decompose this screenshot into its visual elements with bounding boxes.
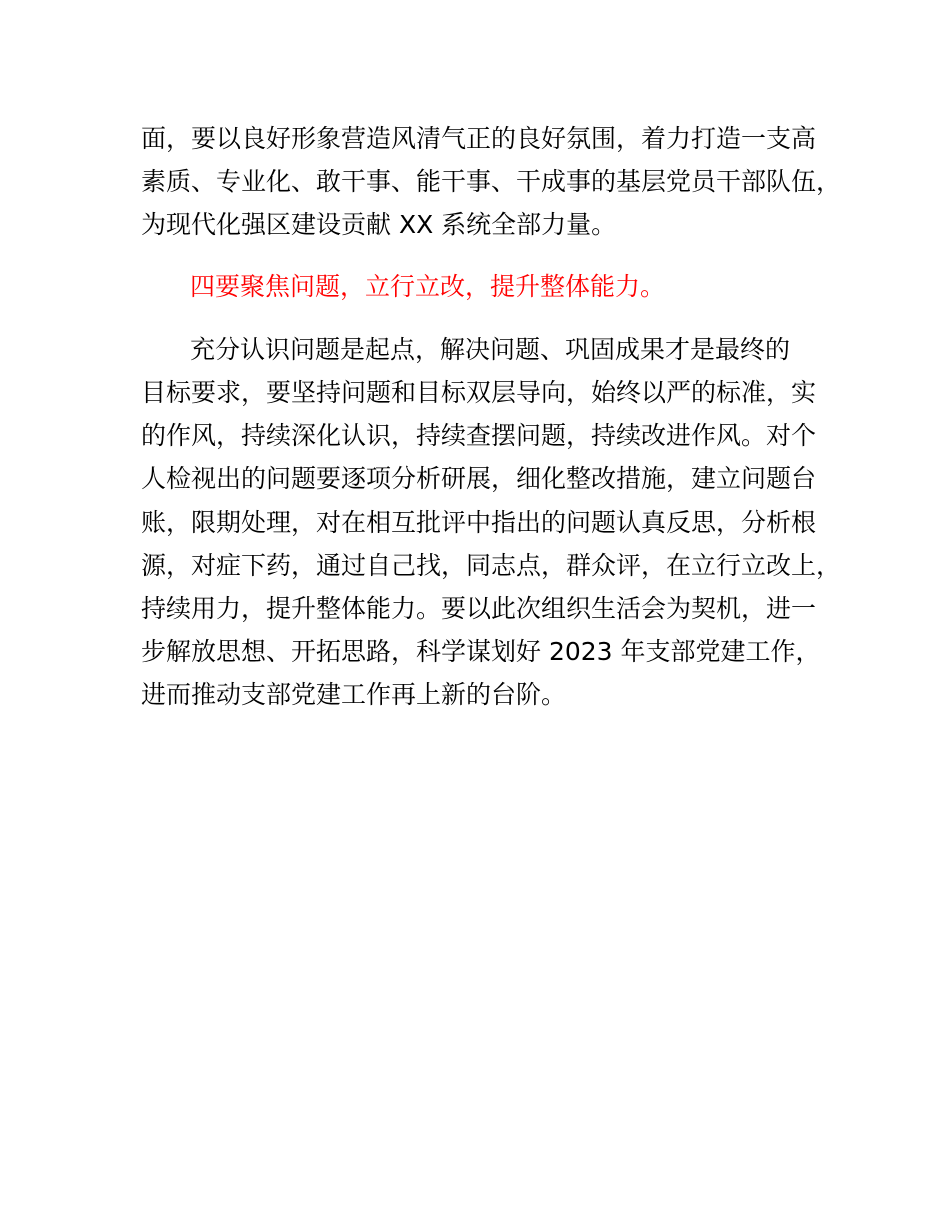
paragraph-line: 账，限期处理，对在相互批评中指出的问题认真反思，分析根	[141, 508, 817, 537]
paragraph-line: 源，对症下药，通过自己找，同志点，群众评，在立行立改上，	[141, 551, 842, 580]
paragraph-line: 目标要求，要坚持问题和目标双层导向，始终以严的标准，实	[141, 378, 817, 407]
section-heading: 四要聚焦问题，立行立改，提升整体能力。	[190, 272, 666, 301]
paragraph-line: 的作风，持续深化认识，持续查摆问题，持续改进作风。对个	[141, 421, 817, 450]
paragraph-line: 素质、专业化、敢干事、能干事、干成事的基层党员干部队伍，	[141, 167, 842, 196]
paragraph-line: 步解放思想、开拓思路，科学谋划好 2023 年支部党建工作，	[141, 637, 821, 666]
paragraph-line: 充分认识问题是起点，解决问题、巩固成果才是最终的	[190, 335, 791, 364]
paragraph-line: 持续用力，提升整体能力。要以此次组织生活会为契机，进一	[141, 594, 817, 623]
paragraph-line: 为现代化强区建设贡献 XX 系统全部力量。	[141, 210, 617, 239]
paragraph-line: 进而推动支部党建工作再上新的台阶。	[141, 680, 567, 709]
paragraph-line: 人检视出的问题要逐项分析研展，细化整改措施，建立问题台	[141, 464, 817, 493]
paragraph-line: 面，要以良好形象营造风清气正的良好氛围，着力打造一支高	[141, 124, 817, 153]
